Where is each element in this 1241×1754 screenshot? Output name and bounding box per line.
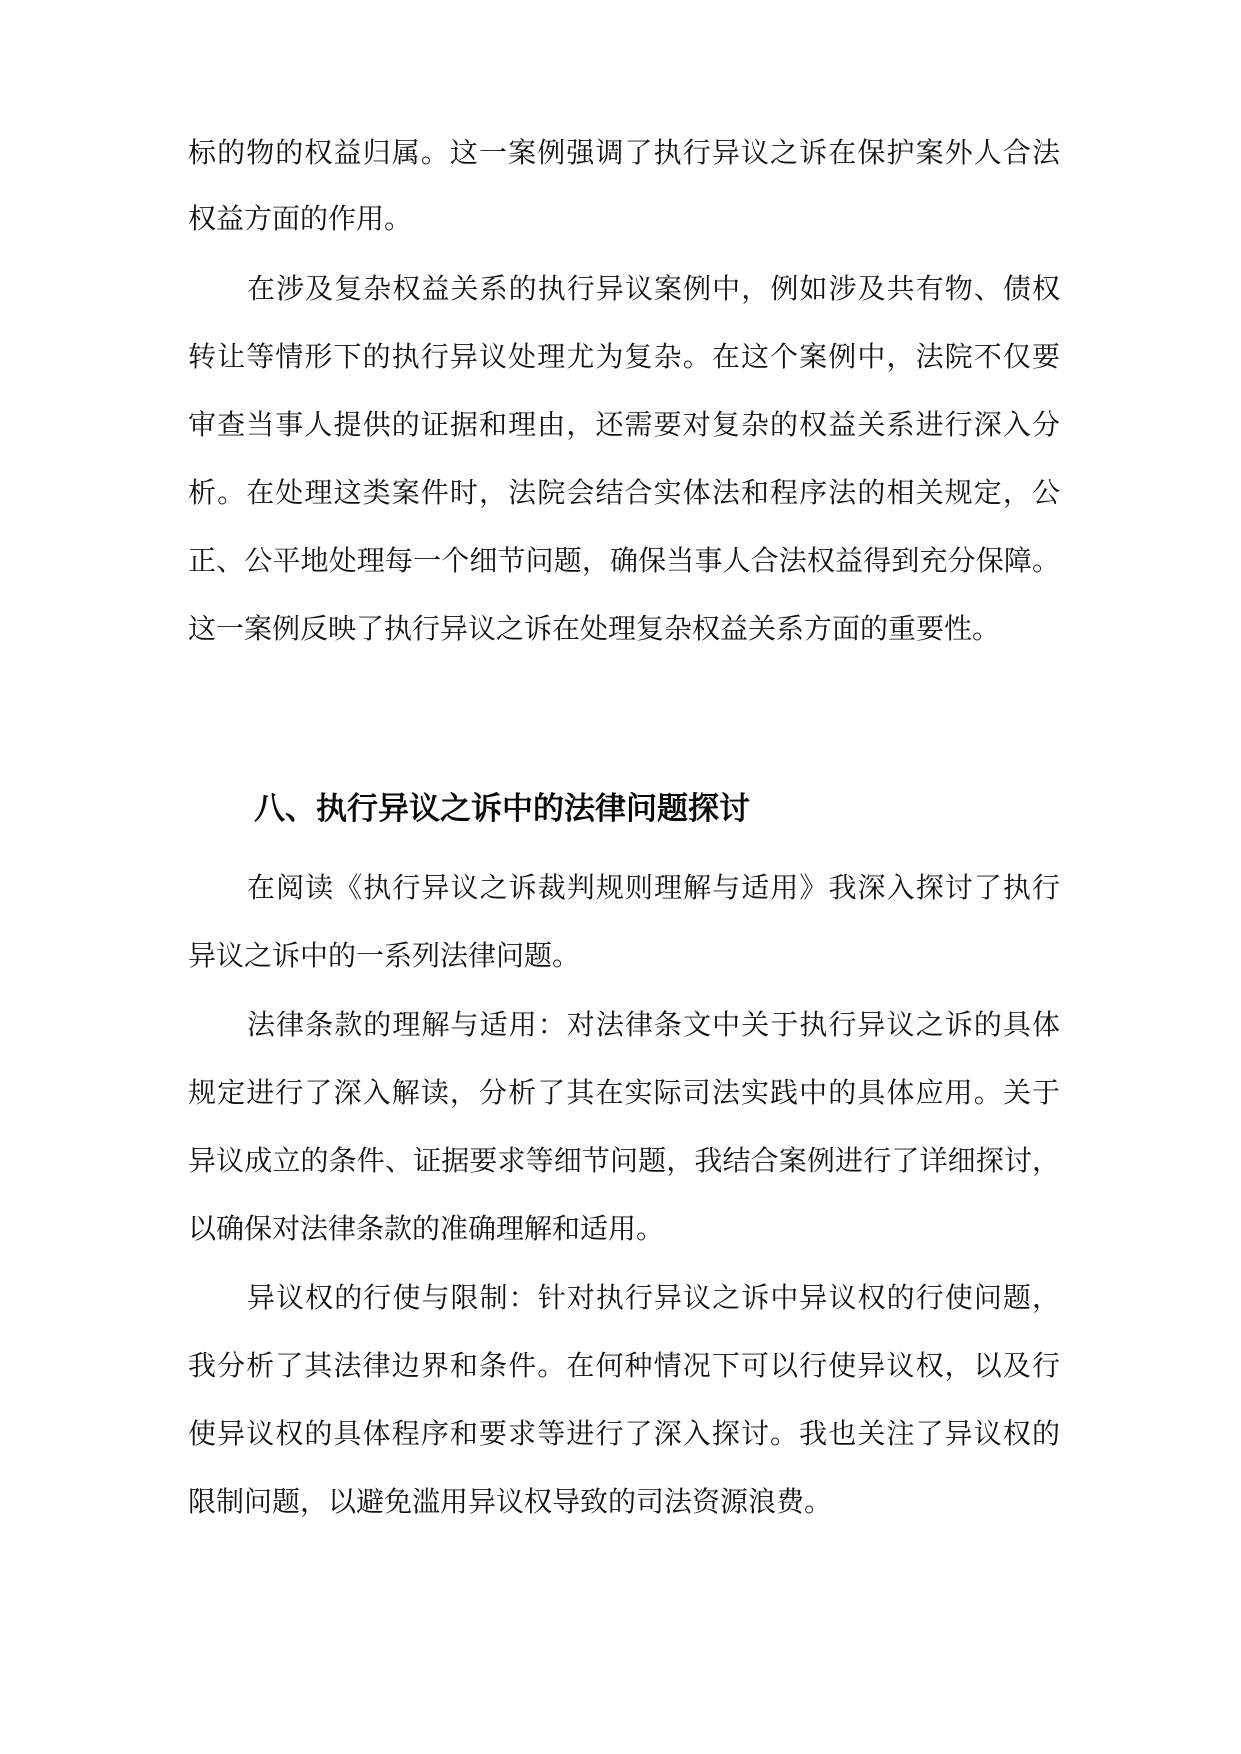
paragraph-4-line-3: 异议成立的条件、证据要求等细节问题，我结合案例进行了详细探讨， <box>188 1144 1060 1177</box>
section-heading: 八、执行异议之诉中的法律问题探讨 <box>254 791 750 827</box>
paragraph-2-line-2: 转让等情形下的执行异议处理尤为复杂。在这个案例中，法院不仅要 <box>188 340 1060 373</box>
paragraph-5-line-3: 使异议权的具体程序和要求等进行了深入探讨。我也关注了异议权的 <box>188 1417 1060 1450</box>
paragraph-4-line-1: 法律条款的理解与适用：对法律条文中关于执行异议之诉的具体 <box>247 1008 1060 1041</box>
paragraph-3-line-1: 在阅读《执行异议之诉裁判规则理解与适用》我深入探讨了执行 <box>247 871 1060 904</box>
paragraph-1-line-2: 权益方面的作用。 <box>188 202 413 235</box>
paragraph-4-line-2: 规定进行了深入解读，分析了其在实际司法实践中的具体应用。关于 <box>188 1076 1060 1109</box>
paragraph-5-line-2: 我分析了其法律边界和条件。在何种情况下可以行使异议权，以及行 <box>188 1349 1060 1382</box>
paragraph-2-line-4: 析。在处理这类案件时，法院会结合实体法和程序法的相关规定，公 <box>188 476 1060 509</box>
paragraph-5-line-1: 异议权的行使与限制：针对执行异议之诉中异议权的行使问题， <box>247 1281 1060 1314</box>
paragraph-2-line-3: 审查当事人提供的证据和理由，还需要对复杂的权益关系进行深入分 <box>188 408 1060 441</box>
paragraph-4-line-4: 以确保对法律条款的准确理解和适用。 <box>188 1212 665 1245</box>
paragraph-3-line-2: 异议之诉中的一系列法律问题。 <box>188 939 581 972</box>
paragraph-2-line-5: 正、公平地处理每一个细节问题，确保当事人合法权益得到充分保障。 <box>188 544 1060 577</box>
paragraph-5-line-4: 限制问题，以避免滥用异议权导致的司法资源浪费。 <box>188 1485 833 1518</box>
paragraph-2-line-6: 这一案例反映了执行异议之诉在处理复杂权益关系方面的重要性。 <box>188 612 1001 645</box>
paragraph-1-line-1: 标的物的权益归属。这一案例强调了执行异议之诉在保护案外人合法 <box>188 136 1060 169</box>
paragraph-2-line-1: 在涉及复杂权益关系的执行异议案例中，例如涉及共有物、债权 <box>247 272 1060 305</box>
